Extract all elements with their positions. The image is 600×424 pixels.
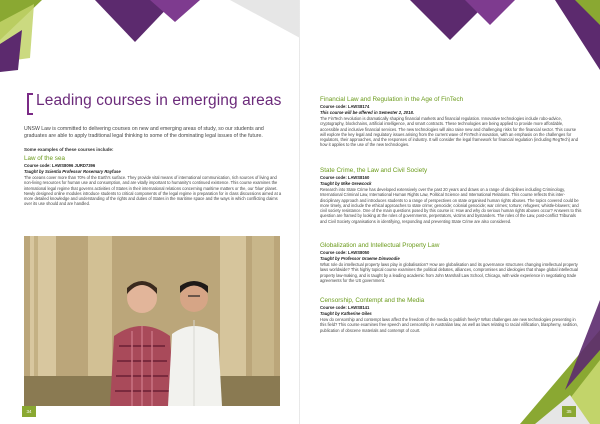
right-page: [300, 0, 600, 424]
course-law-of-the-sea: [24, 155, 286, 207]
page-number-right: 35: [562, 406, 576, 417]
course-name: State Crime, the Law and Civil Society: [320, 167, 428, 174]
page-title: Leading courses in emerging areas: [36, 92, 282, 109]
photo-illustration: [24, 236, 280, 406]
course-code: Course code: LAWS8160: [320, 175, 370, 180]
left-page-decoration: [0, 0, 300, 80]
course-name: Censorship, Contempt and the Media: [320, 297, 425, 304]
intro-paragraph: UNSW Law is committed to delivering courses on new and emerging areas of study, so our students and graduates are able to apply traditional legal thinking to some of the dominating legal issues of the future.: [24, 126, 264, 139]
course-description: What role do intellectual property laws play in globalisation? How are globalisation and its governance structures changing intellectual property laws worldwide? This highly topical course examines the political debates, alliances, compromises and ideologies that shape global intellectual property law-making, and is taught by a leading academic from John Marshall Law School, Chicago, with wide experience in negotiating trade agreements for the US government.: [320, 262, 578, 283]
students-photo: [24, 236, 280, 406]
course-note: This course will be offered in Semester 2, 2018.: [320, 109, 414, 115]
title-bracket-top: [27, 93, 33, 95]
course-description: The oceans cover more than 70% of the Earth's surface. They provide vital means of international communication, rich sources of living and non-living resources for human use and consumption, and are vitally important to humanity's continued existence. This course examines the international legal regime that governs activities of States in their international relations concerning maritime matters or the, our 'blue' planet. Newly designed online modules introduce students to critical components of the legal regime in preparation for in class discussions aimed at a more detailed knowledge and understanding of the rights and duties of States in the maritime space and the ways in which conflicting claims over its use should and are handled.: [24, 175, 282, 207]
course-instructor: Taught by Professor Graeme Dinwoodie: [320, 255, 400, 261]
course-name: Law of the sea: [24, 155, 65, 162]
course-code: Course code: LAWS8050: [320, 250, 370, 255]
course-instructor: Taught by Mike Grewcock: [320, 180, 372, 186]
course-code: Course code: LAWS8174: [320, 104, 370, 109]
course-censorship: [320, 297, 582, 333]
course-code: Course code: LAWS8141: [320, 305, 370, 310]
course-instructor: Taught by Katherine Giles: [320, 310, 372, 316]
course-description: The FinTech revolution is dramatically shaping financial markets and financial regulation. Innovative technologies include robo-advice, cryptography, blockchains, artificial intelligence, and smart contracts. These technologies are being applied to provide more affordable, accessible and inclusive financial services. The new technologies will also raise new and challenging risks for the financial sector. This course will explore the key legal and regulatory issues arising from the current wave of FinTech innovation, with an emphasis on the challenges for regulators, their approaches, and the responses of industry. It will consider the legal framework for financial regulation (including RegTech) and how it applies to the use of the new technologies.: [320, 116, 578, 148]
course-instructor: Taught by Scientia Professor Rosemary Rayfuse: [24, 168, 121, 174]
course-name: Globalization and Intellectual Property Law: [320, 242, 440, 249]
course-name: Financial Law and Regulation in the Age of FinTech: [320, 96, 464, 103]
course-fintech: [320, 96, 582, 148]
course-description: How do censorship and contempt laws affect the freedom of the media to publish freely? What challenges are new technologies presenting in this field? This course examines free speech and censorship in Australian law, as well as laws relating to racial vilification, blasphemy, sedition, publication of obscene materials and contempt of court.: [320, 317, 578, 333]
page-number-left: 34: [22, 406, 36, 417]
course-state-crime: [320, 167, 582, 224]
course-code: Course code: LAWS8096 JURD7396: [24, 163, 96, 168]
title-bracket-bottom: [27, 113, 33, 115]
title-bracket: [27, 93, 29, 115]
course-description: Research into State Crime has developed extensively over the past 20 years and draws on a range of disciplines including Criminology, International Criminal Law, International Human Rights Law, Political Science and International Relations. This course reflects this inter-disciplinary approach and introduces students to a range of perspectives on state organised human rights abuses. The topics covered could be more timely, and include the ethical approaches to state crime; genocide; colonial genocide; war crimes; torture; refugees; whistle-blowers; and civil society resistance. One of the main questions posed by this course is: How and why do serious human rights abuses occur? Answers to this question are framed by looking at the roles of governments, perpetrators, victims and bystanders. The roles of the Law, post-conflict Tribunals and Civil Society organisations in identifying, responding and preventing State Crime are also considered.: [320, 187, 582, 224]
examples-label: Some examples of these courses include:: [24, 147, 114, 152]
course-globalization-ip: [320, 242, 582, 283]
